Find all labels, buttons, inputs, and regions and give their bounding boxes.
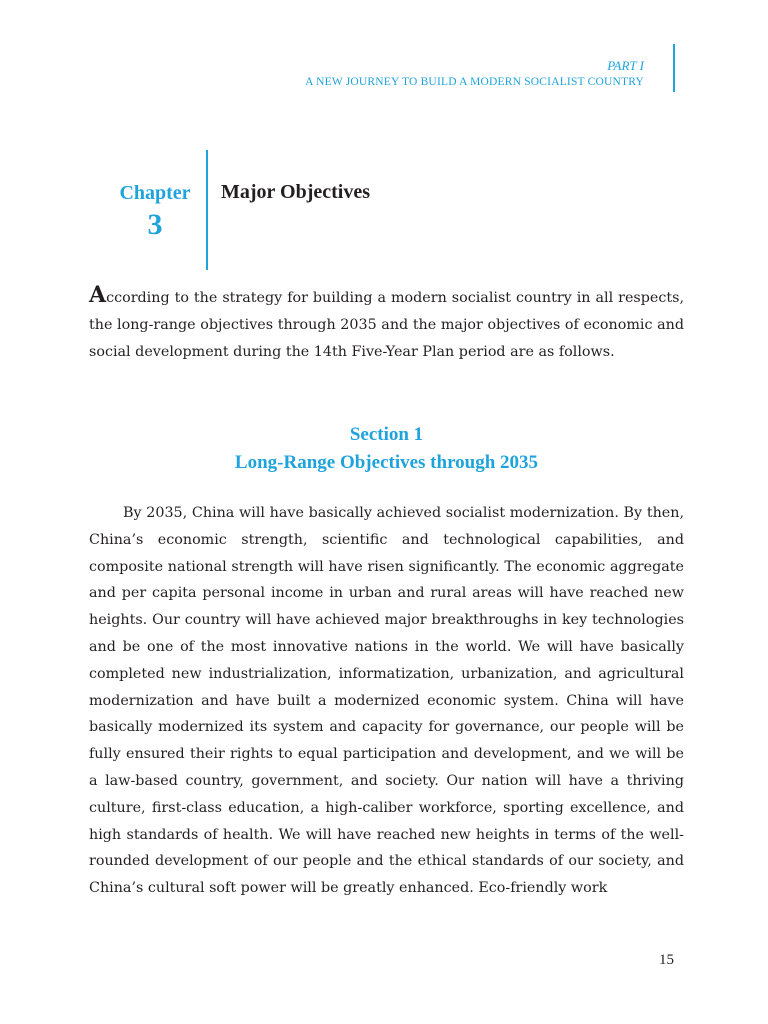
section-title: Long-Range Objectives through 2035 [234,452,539,473]
page-number: 15 [659,952,674,968]
chapter-title: Major Objectives [221,181,371,203]
drop-cap: A [89,282,107,308]
chapter-word: Chapter [119,182,191,204]
section-label: Section 1 [349,424,424,445]
chapter-label [104,180,206,242]
body-paragraph: By 2035, China will have basically achieved socialist modernization. By then, China’s economic strength, scientific and technological capabilities, and composite national strength will have risen significantly. The economic aggregate and per capita personal income in urban and rural areas will have reached new heights. Our country will have achieved major breakthroughs in key technologies and be one of the most innovative nations in the world. We will have basically completed new industrialization, informatization, urbanization, and agricultural modernization and have built a modernized economic system. China will have basically modernized its system and capacity for governance, our people will be fully ensured their rights to equal participation and development, and we will be a law-based country, government, and society. Our nation will have a thriving culture, first-class education, a high-caliber workforce, sporting excellence, and high standards of health. We will have reached new heights in terms of the well-rounded development of our people and the ethical standards of our society, and China’s cultural soft power will be greatly enhanced. Eco-friendly work [89,505,684,897]
intro-text: ccording to the strategy for building a modern socialist country in all respects, the long-range objectives through 2035 and the major objectives of economic and social development during the 14th Five-Year Plan period are as follows. [89,290,684,360]
running-header [305,58,644,90]
part-title: A NEW JOURNEY TO BUILD A MODERN SOCIALIST COUNTRY [305,76,644,88]
chapter-number: 3 [147,208,163,241]
header-divider [673,44,675,92]
intro-paragraph [89,282,684,365]
chapter-divider [206,150,208,270]
part-label: PART I [607,58,644,73]
section-heading [89,421,684,477]
